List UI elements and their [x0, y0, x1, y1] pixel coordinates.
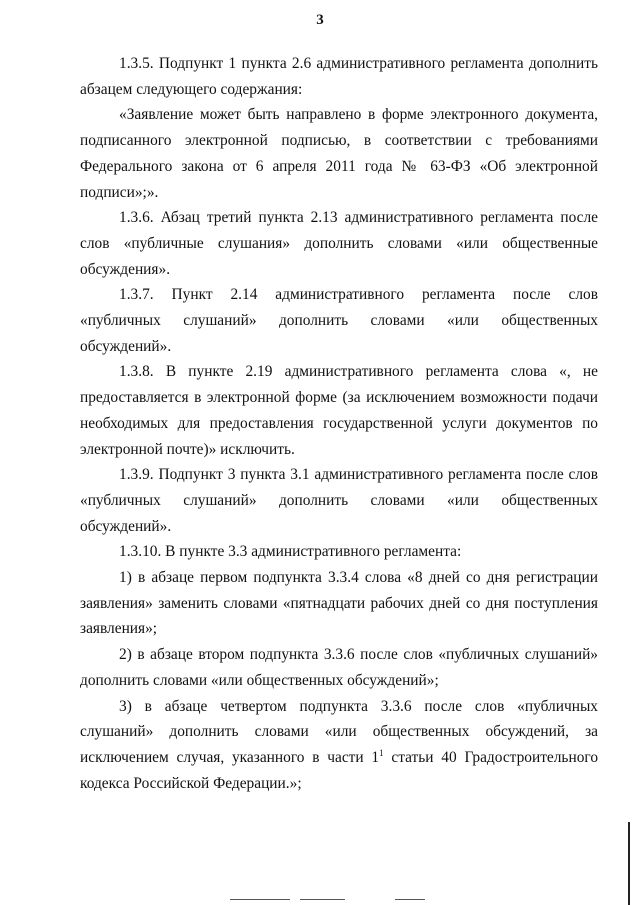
page-number: 3	[316, 12, 324, 28]
paragraph-item-3-tail: статьи 40 Градостроительного кодекса Российской Федерации.»;	[80, 748, 599, 792]
superscript-mark: 1	[379, 747, 384, 758]
document-body	[80, 51, 598, 796]
paragraph-1-3-5: 1.3.5. Подпункт 1 пункта 2.6 административного регламента дополнить абзацем следующего содержания:	[80, 55, 598, 98]
scan-bottom-mark	[395, 899, 425, 900]
paragraph-1-3-7: 1.3.7. Пункт 2.14 административного регламента после слов «публичных слушаний» дополнить словами «или общественных обсуждений».	[80, 286, 598, 355]
paragraph-item-1: 1) в абзаце первом подпункта 3.3.4 слова «8 дней со дня регистрации заявления» заменить словами «пятнадцати рабочих дней со дня поступления заявления»;	[80, 569, 598, 638]
paragraph-1-3-6: 1.3.6. Абзац третий пункта 2.13 административного регламента после слов «публичные слушания» дополнить словами «или общественные обсуждения».	[80, 209, 598, 278]
paragraph-1-3-10: 1.3.10. В пункте 3.3 административного регламента:	[119, 543, 462, 561]
paragraph-quote-statement: «Заявление может быть направлено в форме электронного документа, подписанного электронной подписью, в соответствии с требованиями Федерального закона от 6 апреля 2011 года № 63-ФЗ «Об электронной подписи»;».	[80, 106, 598, 201]
paragraph-1-3-9: 1.3.9. Подпункт 3 пункта 3.1 административного регламента после слов «публичных слушаний» дополнить словами «или общественных обсуждений».	[80, 466, 598, 535]
scan-bottom-mark	[300, 899, 345, 900]
paragraph-item-2: 2) в абзаце втором подпункта 3.3.6 после слов «публичных слушаний» дополнить словами «или общественных обсуждений»;	[80, 646, 598, 689]
paragraph-item-3-text: 3) в абзаце четвертом подпункта 3.3.6 после слов «публичных слушаний» дополнить словами «или общественных обсуждений, за исключением случая, указанного в части 1	[80, 697, 598, 766]
scan-bottom-mark	[230, 899, 290, 900]
scan-edge-mark	[628, 822, 630, 905]
paragraph-1-3-8: 1.3.8. В пункте 2.19 административного регламента слова «, не предоставляется в электронной форме (за исключением возможности подачи необходимых для предоставления государственной услуги документов по электронной почте)» исключить.	[80, 363, 598, 458]
paragraph-item-3	[80, 694, 598, 797]
